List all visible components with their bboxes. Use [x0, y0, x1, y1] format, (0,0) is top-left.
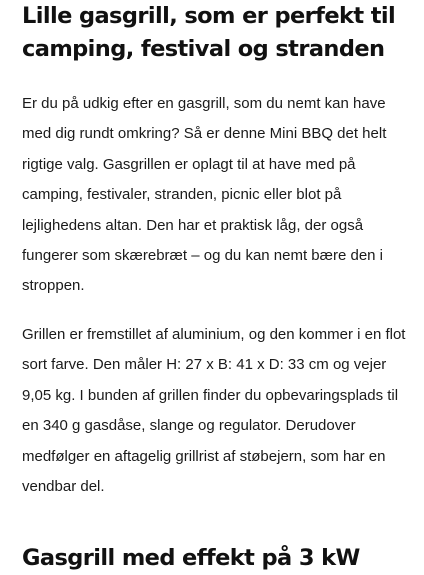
section-heading: Gasgrill med effekt på 3 kW — [22, 545, 360, 571]
article-title: Lille gasgrill, som er perfekt til camping, festival og stranden — [22, 3, 396, 62]
article-paragraph-specs: Grillen er fremstillet af aluminium, og den kommer i en flot sort farve. Den måler H: 27 x B: 41 x D: 33 cm og vejer 9,05 kg. I bunden af grillen finder du opbevaringsplads til en 340 g gasdåse, slange og regulator. Derudover medfølger en aftagelig grillrist af støbejern, som har en vendbar del. — [22, 326, 406, 496]
article-paragraph-intro: Er du på udkig efter en gasgrill, som du nemt kan have med dig rundt omkring? Så er denne Mini BBQ det helt rigtige valg. Gasgrillen er oplagt til at have med på camping, festivaler, stranden, picnic eller blot på lejlighedens altan. Den har et praktisk låg, der også fungerer som skærebræt – og du kan nemt bære den i stroppen. — [22, 95, 387, 295]
